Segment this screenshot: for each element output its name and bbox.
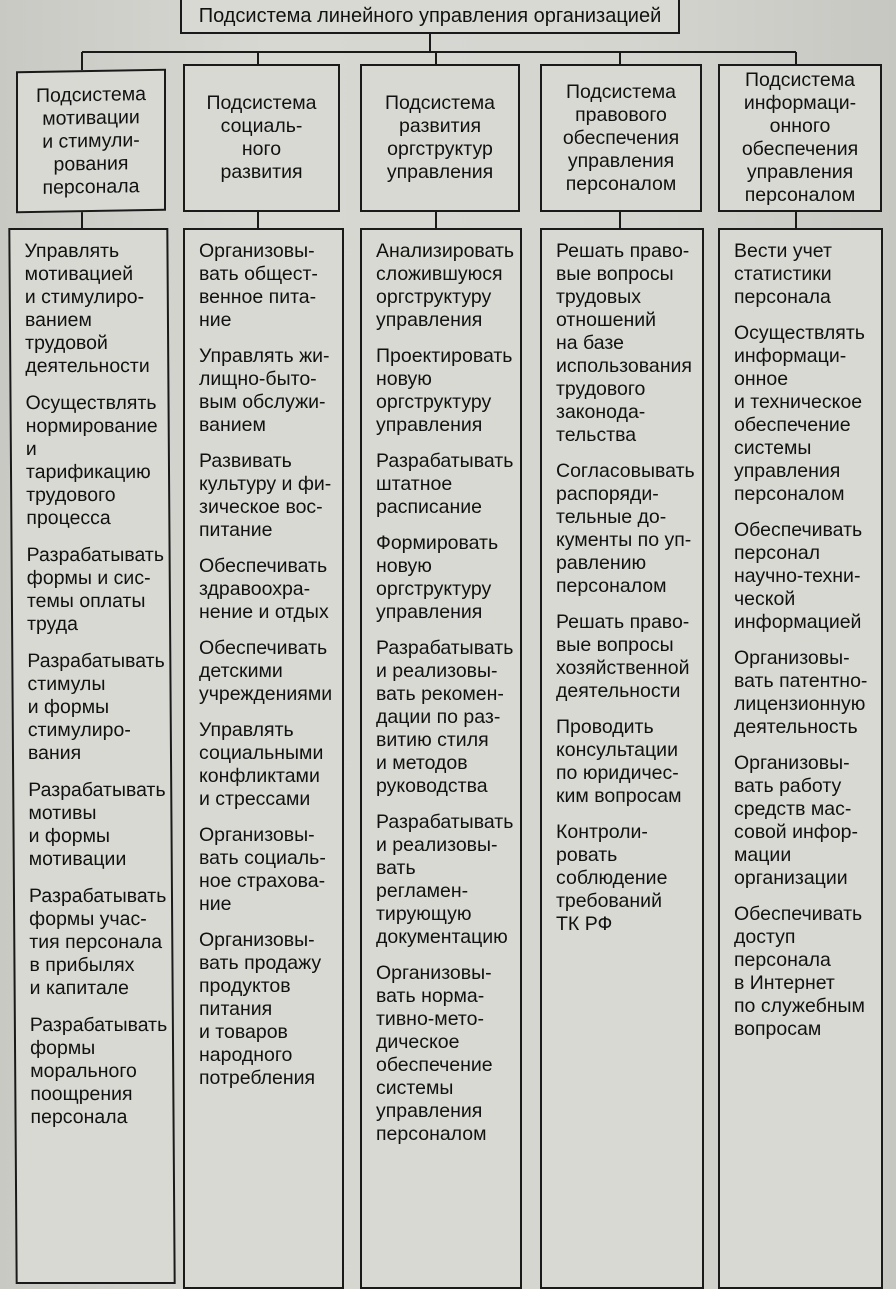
function-item: Организовы- вать работу средств мас- совой инфор- мации организации	[734, 752, 858, 889]
function-item: Обеспечивать персонал научно-техни- ческой информацией	[734, 519, 863, 633]
function-item: Организовы- вать норма- тивно-мето- дическое обеспечение системы управления персоналом	[376, 962, 493, 1145]
function-item: Обеспечивать доступ персонала в Интернет по служебным вопросам	[734, 903, 865, 1040]
header-legal-title: Подсистема правового обеспечения управления персоналом	[562, 80, 680, 195]
column-information	[718, 228, 883, 1289]
header-information-title: Подсистема информаци- онного обеспечения управления персоналом	[741, 69, 859, 206]
function-item: Осуществлять информаци- онное и техническое обеспечение системы управления персоналом	[734, 322, 865, 505]
header-orgstructure-title: Подсистема развития оргструктур управления	[384, 92, 495, 183]
function-item: Осуществлять нормирование и тарификацию трудового процесса	[25, 392, 158, 529]
header-motivation-title: Подсистема мотивации и стимули- рования персонала	[35, 82, 146, 199]
function-item: Организовы- вать социаль- ное страхова- ние	[199, 824, 326, 915]
function-item: Разрабатывать и реализовы- вать регламен- тирующую документацию	[376, 811, 514, 948]
function-item: Организовы- вать патентно- лицензионную деятельность	[734, 647, 868, 738]
function-item: Вести учет статистики персонала	[734, 240, 832, 308]
header-information	[718, 64, 882, 212]
header-motivation	[16, 69, 166, 214]
function-item: Проводить консультации по юридичес- ким вопросам	[556, 716, 682, 807]
column-social	[183, 228, 344, 1289]
header-social-title: Подсистема социаль- ного развития	[206, 92, 317, 183]
function-item: Согласовывать распоряди- тельные до- кументы по уп- равлению персоналом	[556, 460, 695, 597]
column-motivation	[8, 228, 175, 1284]
function-item: Управлять социальными конфликтами и стрессами	[199, 719, 324, 810]
function-item: Анализировать сложившуюся оргструктуру управления	[376, 240, 515, 331]
function-item: Разрабатывать стимулы и формы стимулиро- вания	[27, 650, 165, 764]
function-item: Разрабатывать формы учас- тия персонала в прибылях и капитале	[28, 885, 167, 999]
header-social	[183, 64, 340, 212]
function-item: Организовы- вать продажу продуктов питания и товаров народного потребления	[199, 929, 322, 1089]
function-item: Разрабатывать формы и сис- темы оплаты труда	[26, 544, 165, 635]
function-item: Обеспечивать детскими учреждениями	[199, 637, 333, 705]
column-legal	[540, 228, 704, 1289]
function-item: Развивать культуру и фи- зическое вос- питание	[199, 450, 332, 541]
function-item: Управлять жи- лищно-быто- вым обслужи- ванием	[199, 345, 330, 436]
function-item: Разрабатывать и реализовы- вать рекомен- дации по раз- витию стиля и методов руководства	[376, 637, 514, 797]
function-item: Контроли- ровать соблюдение требований ТК РФ	[556, 821, 668, 935]
column-orgstructure	[360, 228, 522, 1289]
top-subsystem-box	[180, 0, 680, 34]
function-item: Разрабатывать формы морального поощрения персонала	[29, 1014, 168, 1128]
top-subsystem-title: Подсистема линейного управления организацией	[198, 4, 662, 27]
function-item: Управлять мотивацией и стимулиро- ванием трудовой деятельности	[24, 240, 150, 377]
header-orgstructure	[360, 64, 520, 212]
header-legal	[540, 64, 702, 212]
function-item: Решать право- вые вопросы хозяйственной деятельности	[556, 611, 690, 702]
function-item: Решать право- вые вопросы трудовых отношений на базе использования трудового законода- тельства	[556, 240, 692, 446]
function-item: Проектировать новую оргструктуру управления	[376, 345, 513, 436]
function-item: Разрабатывать штатное расписание	[376, 450, 514, 518]
function-item: Разрабатывать мотивы и формы мотивации	[28, 779, 166, 870]
function-item: Организовы- вать общест- венное пита- ние	[199, 240, 318, 331]
function-item: Формировать новую оргструктуру управления	[376, 532, 499, 623]
function-item: Обеспечивать здравоохра- нение и отдых	[199, 555, 329, 623]
